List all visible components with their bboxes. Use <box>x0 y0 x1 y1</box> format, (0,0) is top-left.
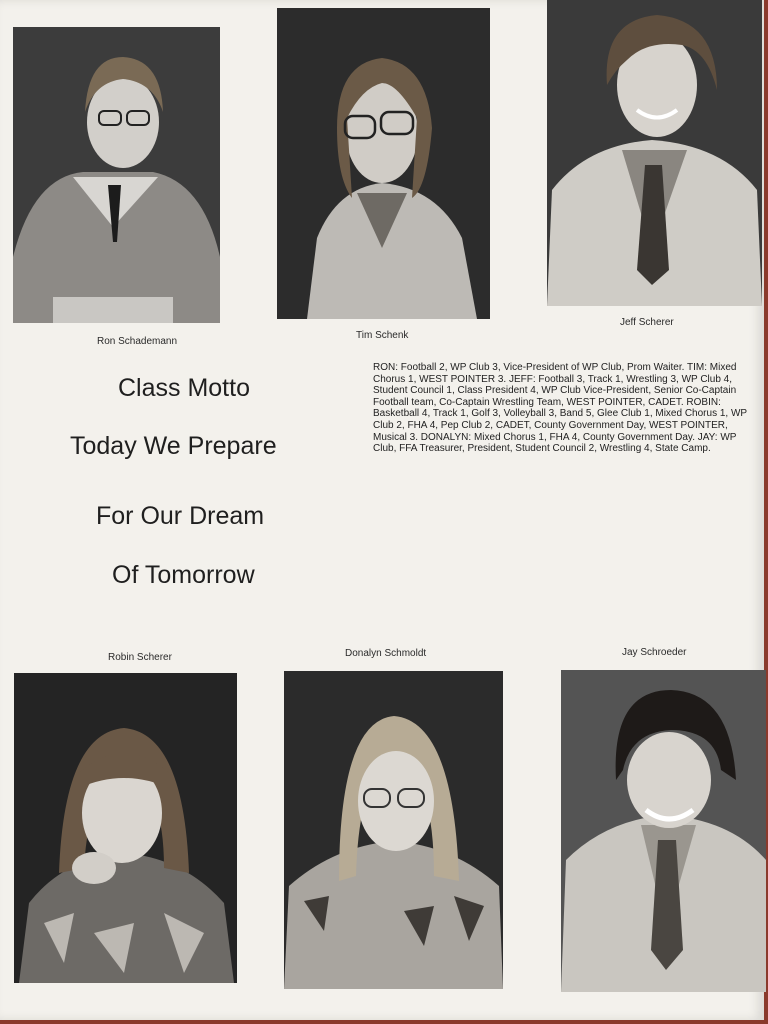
student-name-robin: Robin Scherer <box>108 652 172 663</box>
portrait-photo-ron <box>13 27 220 323</box>
portrait-photo-jay <box>561 670 766 992</box>
portrait-photo-tim <box>277 8 490 319</box>
portrait-photo-jeff <box>547 0 762 306</box>
student-name-jeff: Jeff Scherer <box>620 317 674 328</box>
student-activities-text: RON: Football 2, WP Club 3, Vice-President of WP Club, Prom Waiter. TIM: Mixed Chorus 1, WEST POINTER 3. JEFF: Football 3, Track 1, Wrestling 3, WP Club 4, Student Council 1, Class President 4, WP Club Vice-President, Senior Co-Captain Football team, Co-Captain Wrestling Team, WEST POINTER, CADET. ROBIN: Basketball 4, Track 1, Golf 3, Volleyball 3, Band 5, Glee Club 1, Mixed Chorus 1, WP Club 2, FHA 4, Pep Club 2, CADET, County Government Day, WEST POINTER, Musical 3. DONALYN: Mixed Chorus 1, FHA 4, County Government Day. JAY: WP Club, FFA Treasurer, President, Student Council 2, Wrestling 4, State Camp. <box>373 362 747 455</box>
student-name-jay: Jay Schroeder <box>622 647 687 658</box>
portrait-photo-robin <box>14 673 237 983</box>
class-motto-line-1: Today We Prepare <box>70 432 277 460</box>
class-motto-line-2: For Our Dream <box>96 502 265 530</box>
class-motto-line-3: Of Tomorrow <box>112 561 255 589</box>
portrait-photo-donalyn <box>284 671 503 989</box>
student-name-donalyn: Donalyn Schmoldt <box>345 648 427 659</box>
class-motto-heading: Class Motto <box>118 374 250 402</box>
student-name-ron: Ron Schademann <box>97 336 178 347</box>
student-name-tim: Tim Schenk <box>356 330 409 341</box>
